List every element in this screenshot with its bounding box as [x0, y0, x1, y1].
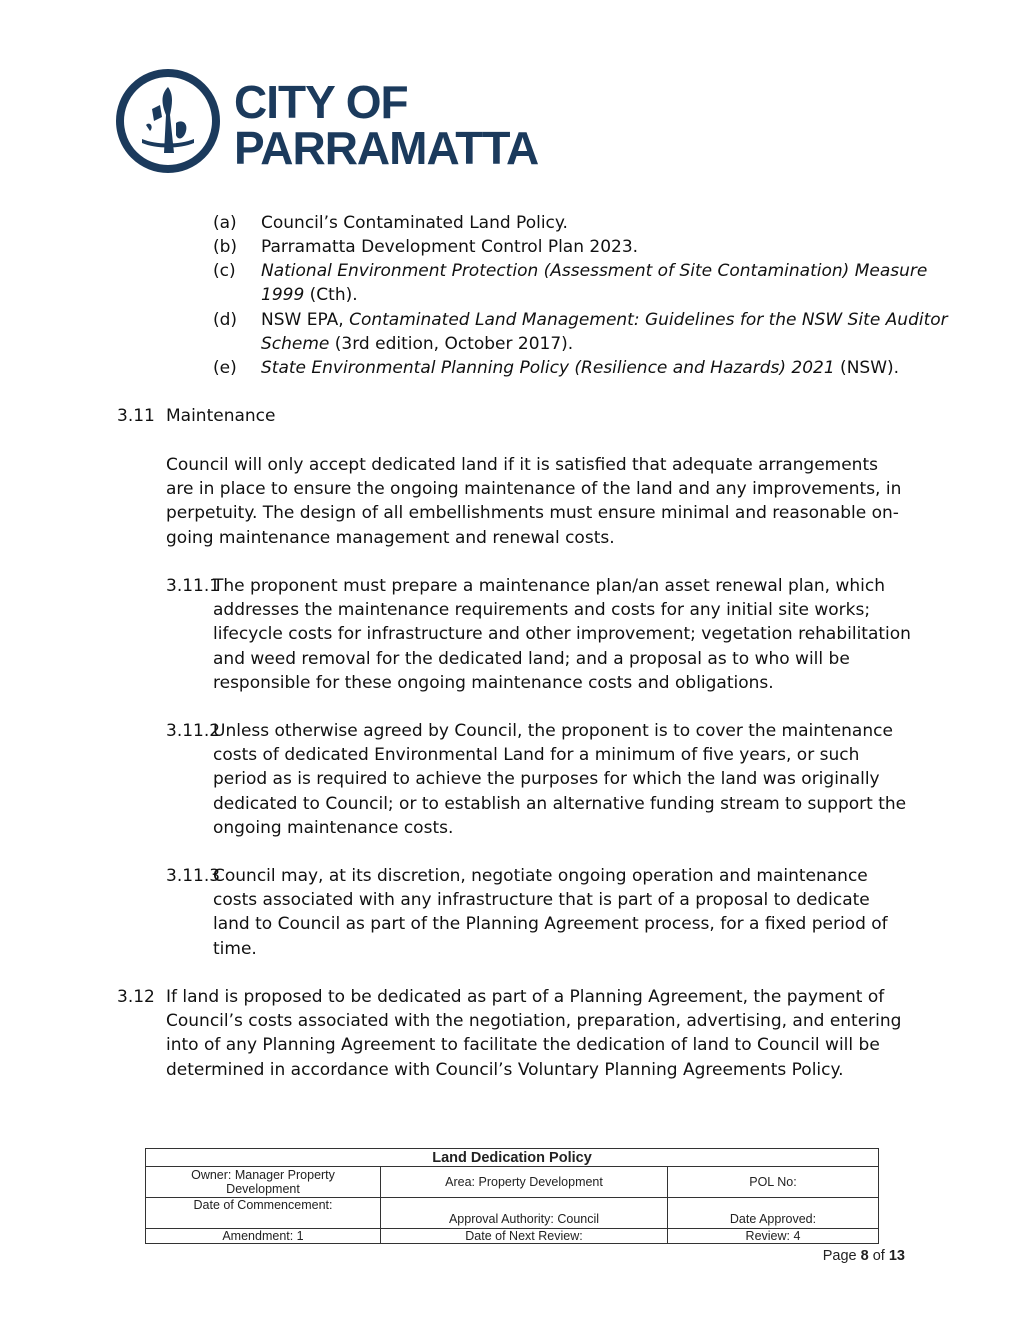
reference-text: Parramatta Development Control Plan 2023. — [261, 237, 639, 257]
policy-footer-table — [145, 1148, 879, 1244]
reference-suffix: (NSW). — [834, 358, 900, 378]
footer-next-review: Date of Next Review: — [381, 1229, 668, 1244]
paragraph-line: Unless otherwise agreed by Council, the proponent is to cover the maintenance — [213, 721, 893, 741]
paragraph-line: Council’s costs associated with the negotiation, preparation, advertising, and entering — [166, 1011, 902, 1032]
paragraph-line: and weed removal for the dedicated land; and a proposal as to who will be — [213, 648, 850, 669]
reference-label: (b) — [213, 237, 238, 257]
clause-3112-text — [213, 719, 906, 840]
reference-text: Council’s Contaminated Land Policy. — [261, 213, 568, 233]
reference-label: (a) — [213, 213, 237, 233]
page-number: Page 8 of 13 — [822, 1248, 905, 1264]
paragraph-line: responsible for these ongoing maintenance costs and obligations. — [213, 672, 774, 693]
section-heading: Maintenance — [166, 406, 276, 426]
footer-review: Review: 4 — [668, 1229, 879, 1244]
reference-italic-title: State Environmental Planning Policy (Resilience and Hazards) 2021 — [261, 358, 835, 378]
footer-amendment: Amendment: 1 — [146, 1229, 381, 1244]
footer-area: Area: Property Development — [381, 1167, 668, 1198]
reference-suffix: (3rd edition, October 2017). — [329, 334, 574, 355]
footer-owner-line1: Owner: Manager Property — [191, 1168, 335, 1182]
reference-italic-title: Contaminated Land Management: Guidelines for the NSW Site Auditor — [349, 310, 948, 330]
reference-suffix: (Cth). — [304, 285, 358, 306]
clause-number: 3.11.3 — [166, 866, 221, 886]
clause-3113-text — [213, 864, 888, 961]
reference-prefix: NSW EPA, — [261, 310, 350, 330]
paragraph-line: dedicated to Council; or to establish an alternative funding stream to support the — [213, 793, 907, 814]
clause-number: 3.11.1 — [166, 576, 221, 596]
parramatta-emblem-icon — [116, 69, 220, 173]
paragraph-line: costs of dedicated Environmental Land for a minimum of five years, or such — [213, 745, 860, 766]
paragraph-line: ongoing maintenance costs. — [213, 817, 454, 838]
paragraph-line: into of any Planning Agreement to facilitate the dedication of land to Council will be — [166, 1035, 880, 1056]
paragraph-line: are in place to ensure the ongoing maintenance of the land and any improvements, in — [166, 479, 902, 500]
logo-text-line2: PARRAMATTA — [234, 122, 539, 174]
footer-owner — [146, 1167, 381, 1198]
paragraph-line: addresses the maintenance requirements and costs for any initial site works; — [213, 600, 871, 621]
footer-approval-authority: Approval Authority: Council — [381, 1198, 668, 1229]
reference-italic-title-cont: Scheme — [261, 334, 330, 355]
reference-label: (d) — [213, 310, 238, 330]
current-page: 8 — [860, 1248, 869, 1264]
reference-italic-title-cont: 1999 — [261, 285, 305, 306]
paragraph-line: perpetuity. The design of all embellishments must ensure minimal and reasonable on- — [166, 503, 899, 524]
total-pages: 13 — [888, 1248, 905, 1264]
footer-pol-no: POL No: — [668, 1167, 879, 1198]
footer-date-commencement: Date of Commencement: — [146, 1198, 381, 1229]
paragraph-line: land to Council as part of the Planning Agreement process, for a fixed period of — [213, 914, 888, 935]
council-logo — [116, 69, 556, 173]
footer-date-approved: Date Approved: — [668, 1198, 879, 1229]
paragraph-line: costs associated with any infrastructure that is part of a proposal to dedicate — [213, 890, 870, 911]
paragraph-line: If land is proposed to be dedicated as part of a Planning Agreement, the payment of — [166, 987, 885, 1007]
clause-number: 3.11.2 — [166, 721, 221, 741]
reference-label: (c) — [213, 261, 236, 281]
paragraph-line: lifecycle costs for infrastructure and other improvement; vegetation rehabilitation — [213, 624, 911, 645]
paragraph-line: period as is required to achieve the purposes for which the land was originally — [213, 769, 880, 790]
paragraph-line: determined in accordance with Council’s Voluntary Planning Agreements Policy. — [166, 1059, 844, 1080]
section-number: 3.12 — [117, 987, 155, 1007]
section-312-paragraph — [166, 985, 901, 1082]
clause-3111-text — [213, 574, 911, 695]
paragraph-line: The proponent must prepare a maintenance plan/an asset renewal plan, which — [213, 576, 885, 596]
footer-title: Land Dedication Policy — [146, 1149, 879, 1167]
section-number: 3.11 — [117, 406, 155, 426]
paragraph-line: Council will only accept dedicated land if it is satisfied that adequate arrangements — [166, 455, 878, 475]
paragraph-line: time. — [213, 938, 257, 959]
logo-text-line1: CITY OF — [234, 76, 408, 128]
reference-italic-title: National Environment Protection (Assessment of Site Contamination) Measure — [261, 261, 928, 281]
section-311-paragraph — [166, 453, 901, 550]
footer-owner-line2: Development — [226, 1182, 300, 1196]
paragraph-line: going maintenance management and renewal costs. — [166, 527, 615, 548]
paragraph-line: Council may, at its discretion, negotiate ongoing operation and maintenance — [213, 866, 868, 886]
reference-label: (e) — [213, 358, 237, 378]
